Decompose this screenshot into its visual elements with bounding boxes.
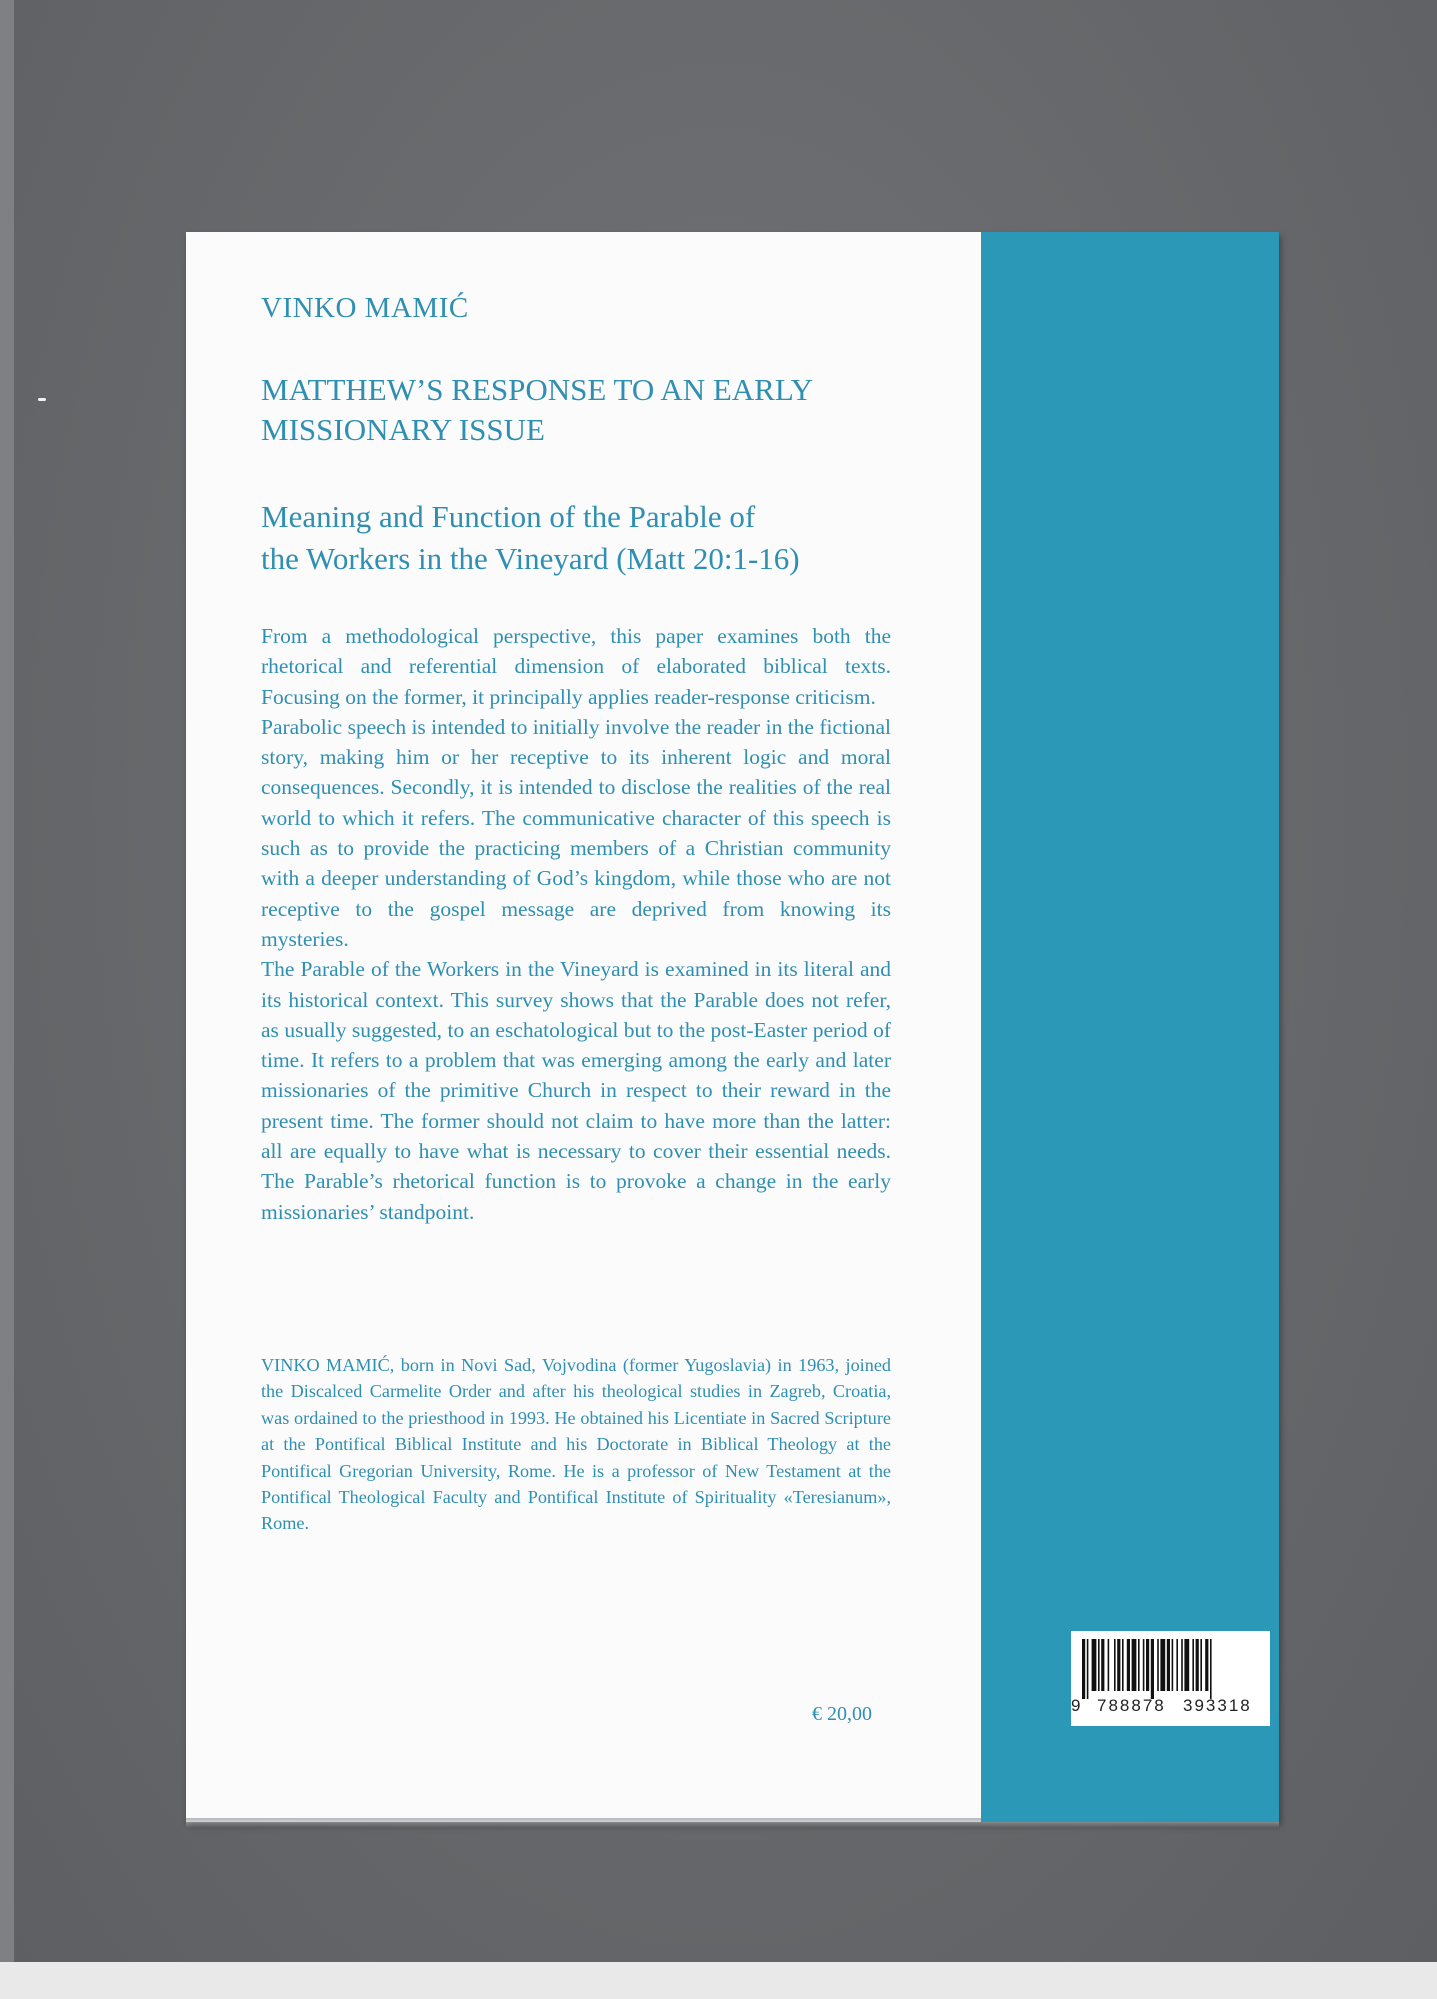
scanner-edge	[0, 0, 14, 1999]
barcode-bar	[1122, 1639, 1124, 1691]
barcode-bar	[1101, 1639, 1104, 1691]
barcode-bar	[1160, 1639, 1165, 1691]
book-subtitle-line-2: the Workers in the Vineyard (Matt 20:1-16)	[261, 541, 800, 576]
abstract-paragraph-1: From a methodological perspective, this paper examines both the rhetorical and referential dimension of elaborated biblical texts. Focusing on the former, it principally applies reader-response criticism.	[261, 624, 891, 709]
barcode-bar	[1200, 1639, 1202, 1691]
barcode-bar	[1098, 1639, 1100, 1691]
isbn-barcode	[1071, 1631, 1270, 1726]
barcode-bar	[1157, 1639, 1159, 1691]
author-bio: VINKO MAMIĆ, born in Novi Sad, Vojvodina (former Yugoslavia) in 1963, joined the Discalced Carmelite Order and after his theological studies in Zagreb, Croatia, was ordained to the priesthood in 1993. He obtained his Licentiate in Sacred Scripture at the Pontifical Biblical Institute and his Doctorate in Biblical Theology at the Pontifical Gregorian University, Rome. He is a professor of New Testament at the Pontifical Theological Faculty and Pontifical Institute of Spirituality «Teresianum», Rome.	[261, 1355, 891, 1534]
barcode-bar	[1184, 1639, 1189, 1691]
author-name: VINKO MAMIĆ	[261, 292, 469, 324]
barcode-bar	[1108, 1639, 1110, 1691]
book-subtitle-line-1: Meaning and Function of the Parable of	[261, 499, 756, 534]
barcode-digit-first: 9	[1071, 1696, 1081, 1715]
abstract	[261, 621, 891, 1227]
barcode-bar	[1143, 1639, 1145, 1691]
barcode-bar	[1082, 1639, 1085, 1699]
barcode-bar	[1181, 1639, 1183, 1691]
barcode-bar	[1192, 1639, 1194, 1691]
barcode-bar	[1167, 1639, 1170, 1691]
barcode-bar	[1117, 1639, 1120, 1691]
cover-color-band	[981, 232, 1279, 1822]
barcode-bars	[1082, 1639, 1260, 1699]
barcode-bar	[1151, 1639, 1154, 1699]
book-title-line-1: MATTHEW’S RESPONSE TO AN EARLY	[261, 372, 814, 407]
barcode-bar	[1127, 1639, 1130, 1691]
barcode-digits-left: 788878	[1097, 1696, 1166, 1715]
abstract-paragraph-2: Parabolic speech is intended to initially involve the reader in the fictional story, making him or her receptive to its inherent logic and moral consequences. Secondly, it is intended to disclose the realities of the real world to which it refers. The communicative character of this speech is such as to provide the practicing members of a Christian community with a deeper understanding of God’s kingdom, while those who are not receptive to the gospel message are deprived from knowing its mysteries.	[261, 714, 891, 951]
barcode-bar	[1205, 1639, 1208, 1691]
barcode-bar	[1196, 1639, 1199, 1691]
barcode-bar	[1210, 1639, 1212, 1699]
abstract-paragraph-3: The Parable of the Workers in the Vineyard is examined in its literal and its historical context. This survey shows that the Parable does not refer, as usually suggested, to an eschatological but to the post-Easter period of time. It refers to a problem that was emerging among the early and later missionaries of the primitive Church in respect to their reward in the present time. The former should not claim to have more than the latter: all are equally to have what is necessary to cover their essential needs. The Parable’s rhetorical function is to provoke a change in the early missionaries’ standpoint.	[261, 957, 891, 1224]
book-title	[261, 370, 901, 450]
barcode-bar	[1176, 1639, 1178, 1691]
barcode-bar	[1092, 1639, 1097, 1691]
barcode-bar	[1114, 1639, 1116, 1691]
barcode-bar	[1146, 1639, 1149, 1691]
book-title-line-2: MISSIONARY ISSUE	[261, 412, 545, 447]
barcode-bar	[1087, 1639, 1089, 1699]
barcode-digits-right: 393318	[1183, 1696, 1252, 1715]
scanner-bottom-strip	[0, 1962, 1437, 1999]
book-subtitle	[261, 496, 901, 580]
barcode-bar	[1138, 1639, 1140, 1691]
price-label: € 20,00	[812, 1703, 872, 1725]
scan-speck	[38, 398, 46, 401]
barcode-bar	[1132, 1639, 1137, 1691]
barcode-bar	[1172, 1639, 1174, 1691]
